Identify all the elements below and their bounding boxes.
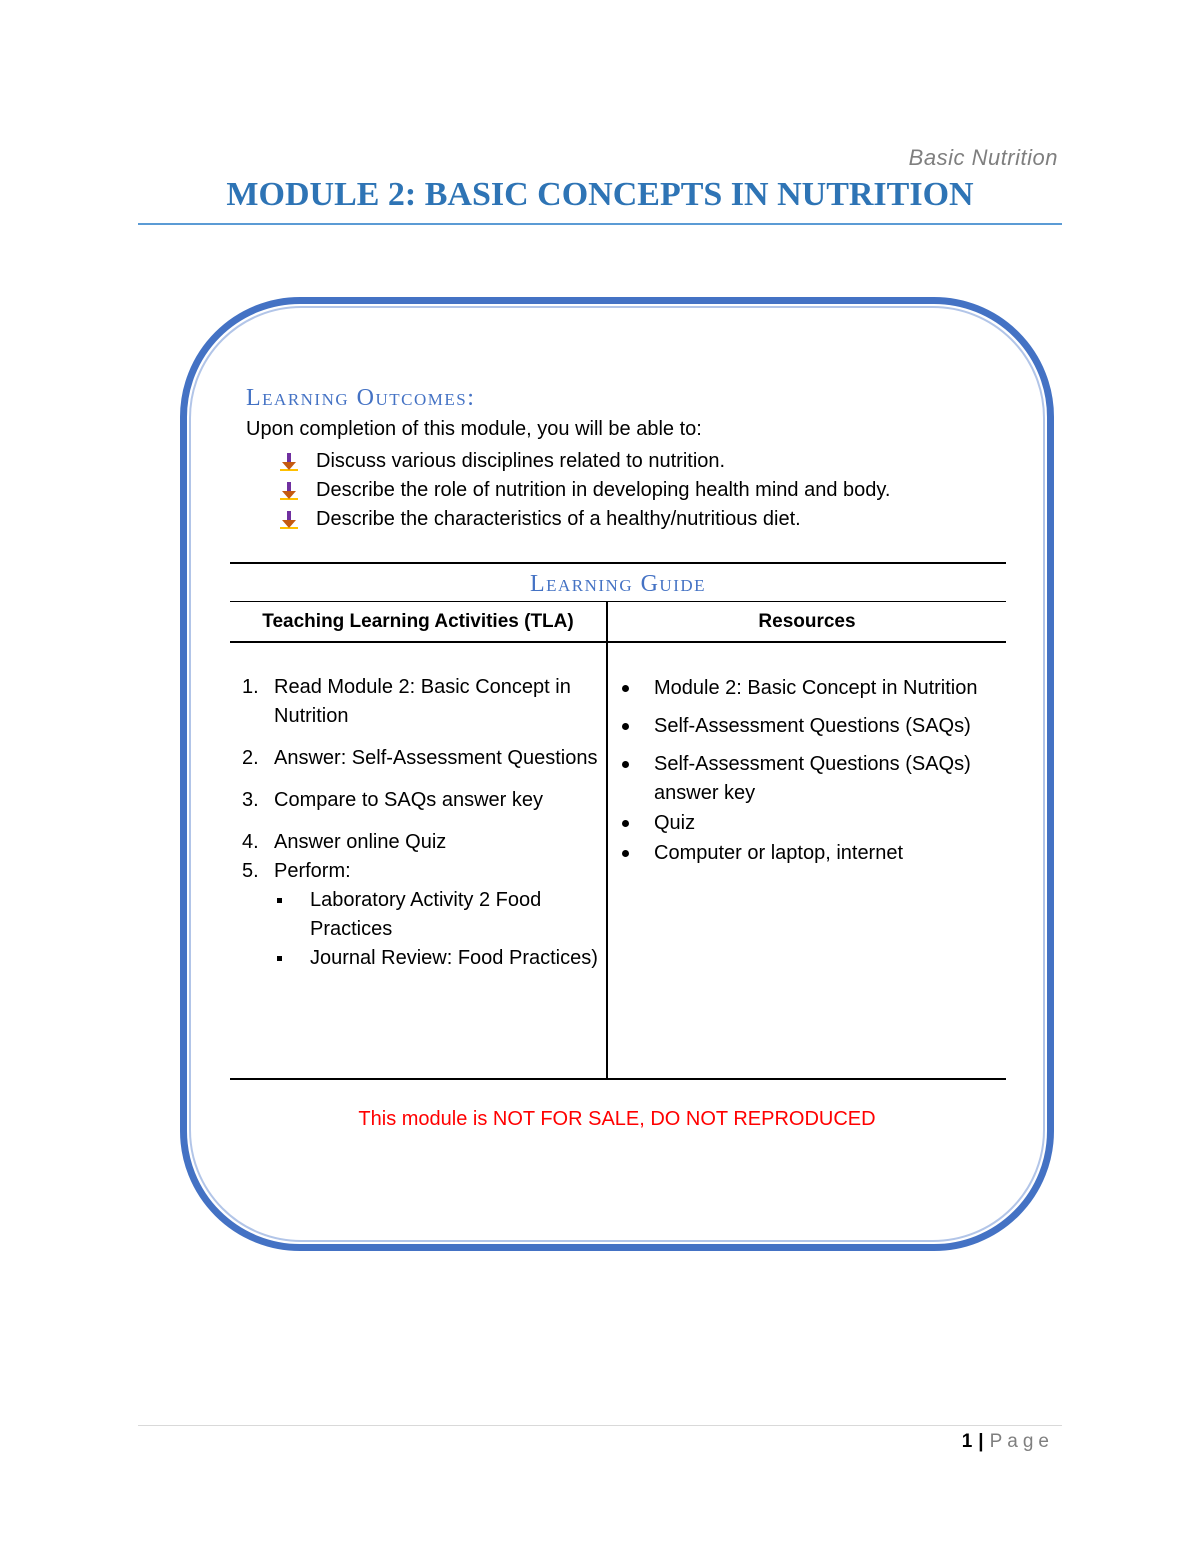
resources-list [608, 643, 1006, 868]
resource-item [608, 674, 1006, 703]
tla-number: 5. [242, 860, 259, 882]
tla-number: 3. [242, 789, 259, 811]
tla-sub-text: Laboratory Activity 2 Food Practices [310, 889, 542, 940]
tla-number: 2. [242, 747, 259, 769]
resource-text: Quiz [654, 812, 696, 834]
resources-cell [608, 643, 1006, 1078]
outcome-text: Describe the role of nutrition in developing health mind and body. [316, 479, 891, 501]
tla-text: Perform: [274, 860, 351, 882]
outcome-item [280, 476, 890, 505]
tla-item [230, 857, 606, 973]
resource-text: Computer or laptop, internet [654, 842, 904, 864]
resource-text: Self-Assessment Questions (SAQs) [654, 715, 971, 737]
table-bottom-rule [230, 1078, 1006, 1080]
column-header-tla: Teaching Learning Activities (TLA) [230, 602, 608, 641]
page-label: Page [989, 1431, 1054, 1452]
down-arrow-bullet-icon [280, 510, 298, 530]
learning-guide-title: Learning Guide [529, 571, 707, 597]
learning-outcomes-heading: Learning Outcomes: [246, 385, 476, 411]
learning-outcomes-intro: Upon completion of this module, you will be able to: [246, 418, 702, 440]
footer-separator: | [978, 1431, 984, 1452]
tla-item [230, 744, 606, 773]
resource-item [608, 839, 1006, 868]
round-bullet-icon [608, 674, 654, 703]
column-header-resources: Resources [758, 610, 856, 632]
tla-item [230, 786, 606, 815]
tla-text: Answer: Self-Assessment Questions [274, 747, 598, 769]
table-body-row [230, 641, 1006, 1078]
tla-text: Read Module 2: Basic Concept in Nutrition [274, 676, 571, 727]
outcome-text: Discuss various disciplines related to nutrition. [316, 450, 726, 472]
down-arrow-bullet-icon [280, 481, 298, 501]
table-header-row [230, 602, 1006, 641]
resource-item [608, 712, 1006, 741]
outcome-item [280, 447, 890, 476]
resource-text: Module 2: Basic Concept in Nutrition [654, 677, 978, 699]
learning-guide-table [230, 562, 1006, 1080]
square-bullet-icon [274, 944, 310, 973]
outcome-text: Describe the characteristics of a healthy/nutritious diet. [316, 508, 801, 530]
tla-cell [230, 643, 608, 1078]
header-divider [138, 223, 1062, 225]
footer-divider [138, 1425, 1062, 1426]
tla-item [230, 673, 606, 731]
outcome-item [280, 505, 890, 534]
down-arrow-bullet-icon [280, 452, 298, 472]
tla-number: 1. [242, 676, 259, 698]
tla-text: Answer online Quiz [274, 831, 447, 853]
resource-text: Self-Assessment Questions (SAQs) answer key [654, 753, 971, 804]
round-bullet-icon [608, 809, 654, 838]
learning-outcomes-list [280, 447, 890, 534]
tla-item [230, 828, 606, 857]
module-title: MODULE 2: BASIC CONCEPTS IN NUTRITION [226, 176, 974, 213]
round-bullet-icon [608, 750, 654, 808]
resource-item [608, 809, 1006, 838]
tla-text: Compare to SAQs answer key [274, 789, 543, 811]
square-bullet-icon [274, 886, 310, 944]
tla-sub-list [274, 886, 606, 973]
copyright-notice: This module is NOT FOR SALE, DO NOT REPRODUCED [358, 1108, 876, 1130]
resource-item [608, 750, 1006, 808]
round-bullet-icon [608, 839, 654, 868]
page-number: 1 [961, 1431, 973, 1452]
tla-number: 4. [242, 831, 259, 853]
tla-sub-item [274, 886, 606, 944]
tla-list [230, 643, 606, 973]
tla-sub-text: Journal Review: Food Practices) [310, 947, 598, 969]
round-bullet-icon [608, 712, 654, 741]
tla-sub-item [274, 944, 606, 973]
page-footer [962, 1431, 1054, 1453]
running-header: Basic Nutrition [908, 145, 1058, 170]
